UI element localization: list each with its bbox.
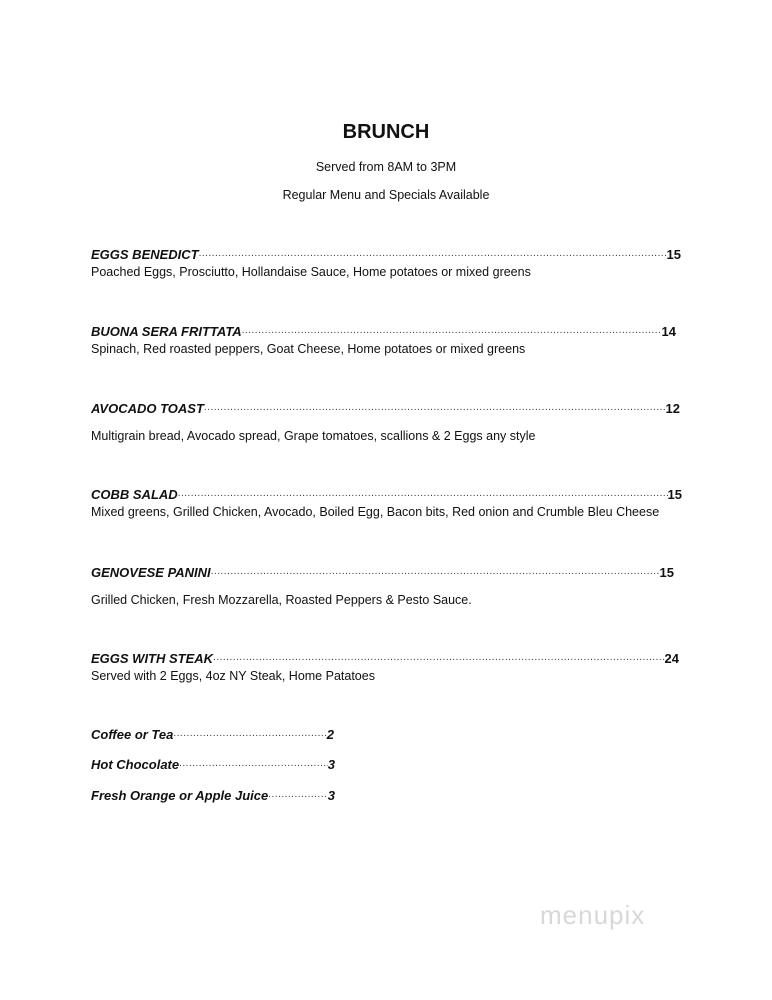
item-price: 15 xyxy=(667,487,682,502)
item-name: AVOCADO TOAST xyxy=(91,401,204,416)
dot-leader xyxy=(204,400,666,413)
dot-leader xyxy=(213,650,664,663)
item-name: COBB SALAD xyxy=(91,487,178,502)
item-description: Poached Eggs, Prosciutto, Hollandaise Sauce, Home potatoes or mixed greens xyxy=(91,265,531,279)
drink-price: 3 xyxy=(327,757,335,772)
item-price: 12 xyxy=(665,401,680,416)
menu-item xyxy=(91,323,676,339)
item-name: GENOVESE PANINI xyxy=(91,565,211,580)
item-name: EGGS BENEDICT xyxy=(91,247,199,262)
item-description: Multigrain bread, Avocado spread, Grape tomatoes, scallions & 2 Eggs any style xyxy=(91,429,536,443)
item-description: Grilled Chicken, Fresh Mozzarella, Roasted Peppers & Pesto Sauce. xyxy=(91,593,472,607)
drink-item xyxy=(91,726,334,742)
item-price: 15 xyxy=(666,247,681,262)
item-description: Spinach, Red roasted peppers, Goat Cheese, Home potatoes or mixed greens xyxy=(91,342,526,356)
drink-item xyxy=(91,787,335,803)
item-name: BUONA SERA FRITTATA xyxy=(91,324,242,339)
dot-leader xyxy=(268,787,328,800)
menu-item xyxy=(91,400,680,416)
item-description: Mixed greens, Grilled Chicken, Avocado, Boiled Egg, Bacon bits, Red onion and Crumble Bleu Cheese xyxy=(91,505,660,519)
drink-name: Coffee or Tea xyxy=(91,727,174,742)
dot-leader xyxy=(242,323,662,336)
dot-leader xyxy=(178,486,668,499)
drink-name: Hot Chocolate xyxy=(91,757,180,772)
menu-item xyxy=(91,246,681,262)
menu-item xyxy=(91,486,682,502)
item-name: EGGS WITH STEAK xyxy=(91,651,214,666)
dot-leader xyxy=(179,756,328,769)
drink-item xyxy=(91,756,335,772)
drink-price: 3 xyxy=(327,788,335,803)
dot-leader xyxy=(211,564,660,577)
item-price: 24 xyxy=(664,651,679,666)
dot-leader xyxy=(173,726,326,739)
menu-item xyxy=(91,564,674,580)
menu-title: BRUNCH xyxy=(342,121,430,143)
drink-price: 2 xyxy=(326,727,334,742)
menupix-watermark: menupix xyxy=(540,900,646,930)
item-price: 14 xyxy=(661,324,676,339)
item-description: Served with 2 Eggs, 4oz NY Steak, Home Patatoes xyxy=(91,669,375,683)
served-hours: Served from 8AM to 3PM xyxy=(315,160,457,174)
dot-leader xyxy=(199,246,667,259)
menu-item xyxy=(91,650,679,666)
item-price: 15 xyxy=(659,565,674,580)
drink-name: Fresh Orange or Apple Juice xyxy=(91,788,269,803)
menu-note: Regular Menu and Specials Available xyxy=(282,188,490,202)
